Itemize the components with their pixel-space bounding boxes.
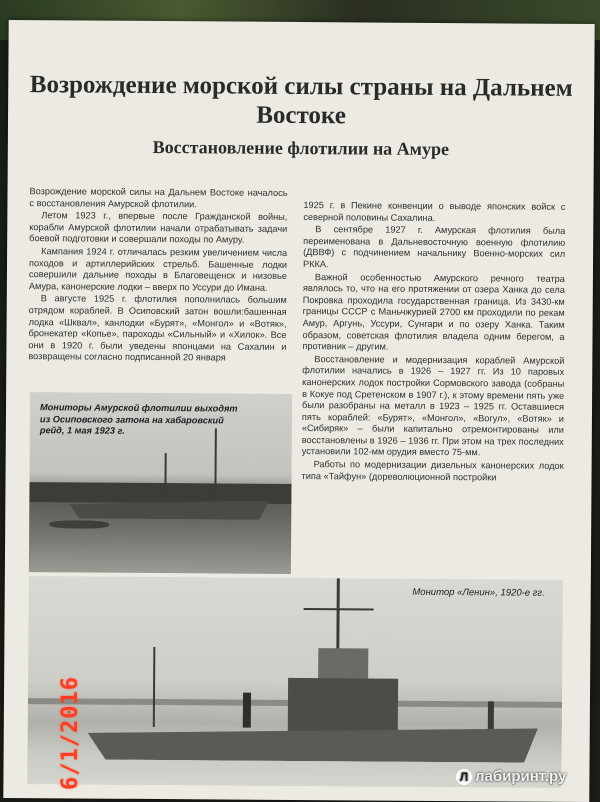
ship-superstructure	[288, 678, 398, 734]
paragraph: 1925 г. в Пекине конвенции о выводе японских войск с северной половины Сахалина.	[303, 200, 566, 223]
photo-monitor-lenin	[27, 576, 562, 788]
paragraph: Работы по модернизации дизельных канонерских лодок типа «Тайфун» (дореволюционной постройки	[301, 459, 564, 483]
paragraph: Кампания 1924 г. отличалась резким увеличением числа походов и артиллерийских стрельб. Башенные лодки совершили дальние походы в Благовещенск и низовье Амура, канонерские лодки – вверх по Уссури до Имана.	[28, 246, 288, 293]
ship-mast	[164, 453, 166, 503]
fore-mast	[153, 647, 156, 727]
paragraph: Восстановление и модернизация кораблей Амурской флотилии начались в 1926 – 1927 гг. Из 10 паровых канонерских лодок постройки Сормовского завода (собраны в Кокуе под Сретенском в 1907 г.), к этому времени пять уже были разобраны на металл в 1923 – 1925 гг. Оставшиеся пять кораблей: «Бурят», «Монгол», «Вогул», «Вотяк» и «Сибиряк» – были капитально отремонтированы или восстановлены в 1926 – 1936 гг. При этом на трех последних установили 102-мм орудия вместо 75-мм.	[301, 353, 565, 458]
paragraph: В августе 1925 г. флотилия пополнилась большим отрядом кораблей. В Осиповский затон вошли:башенная лодка «Шквал», канлодки «Бурят», «Монгол» и «Вотяк», бронекатер «Копье», пароходы «Сильный» и «Хилок». Все они в 1920 г. были уведены японцами на Сахалин и возвращены согласно подписанной 20 января	[28, 293, 287, 363]
paragraph: Летом 1923 г., впервые после Гражданской войны, корабли Амурской флотилии начали отрабатывать задачи боевой подготовки и совершали походы по Амуру.	[29, 210, 288, 245]
paragraph: Важной особенностью Амурского речного театра являлось то, что на его протяжении от озера Ханка до села Покровка проходила государственная граница. Из 3430-км границы СССР с Маньчжурией 2700 км проходили по рекам Амур, Аргунь, Уссури, Сунгари и по озеру Ханка. Таким образом, советская флотилия владела одним берегом, а противник – другим.	[302, 271, 565, 352]
right-column	[301, 200, 565, 485]
watermark	[456, 768, 566, 785]
boat-silhouette	[49, 520, 109, 528]
paragraph: В сентябре 1927 г. Амурская флотилия была переименована в Дальневосточную военную флотилию (ДВВФ) с подчинением начальнику Военно-морских сил РККА.	[302, 224, 566, 270]
camera-date-stamp: 6/1/2016	[58, 676, 83, 790]
watermark-text: лабиринт.ру	[475, 768, 567, 785]
photo2-caption: Монитор «Ленин», 1920-е гг.	[412, 586, 545, 599]
labirint-logo-icon: Л	[456, 769, 472, 785]
book-page	[3, 20, 594, 802]
paragraph: Возрождение морской силы на Дальнем Востоке началось с восстановления Амурской флотилии.	[29, 186, 288, 209]
article-subtitle: Восстановление флотилии на Амуре	[152, 136, 450, 160]
mast-yard	[304, 608, 374, 610]
left-column	[28, 186, 287, 366]
photo1-caption: Мониторы Амурской флотилии выходят из Осиповского затона на хабаровский рейд, 1 мая 1923 г.	[39, 402, 238, 436]
article-title: Возрождение морской силы страны на Дальнем Востоке	[29, 71, 573, 130]
shoreline	[29, 482, 291, 504]
ship-funnel	[243, 693, 251, 728]
